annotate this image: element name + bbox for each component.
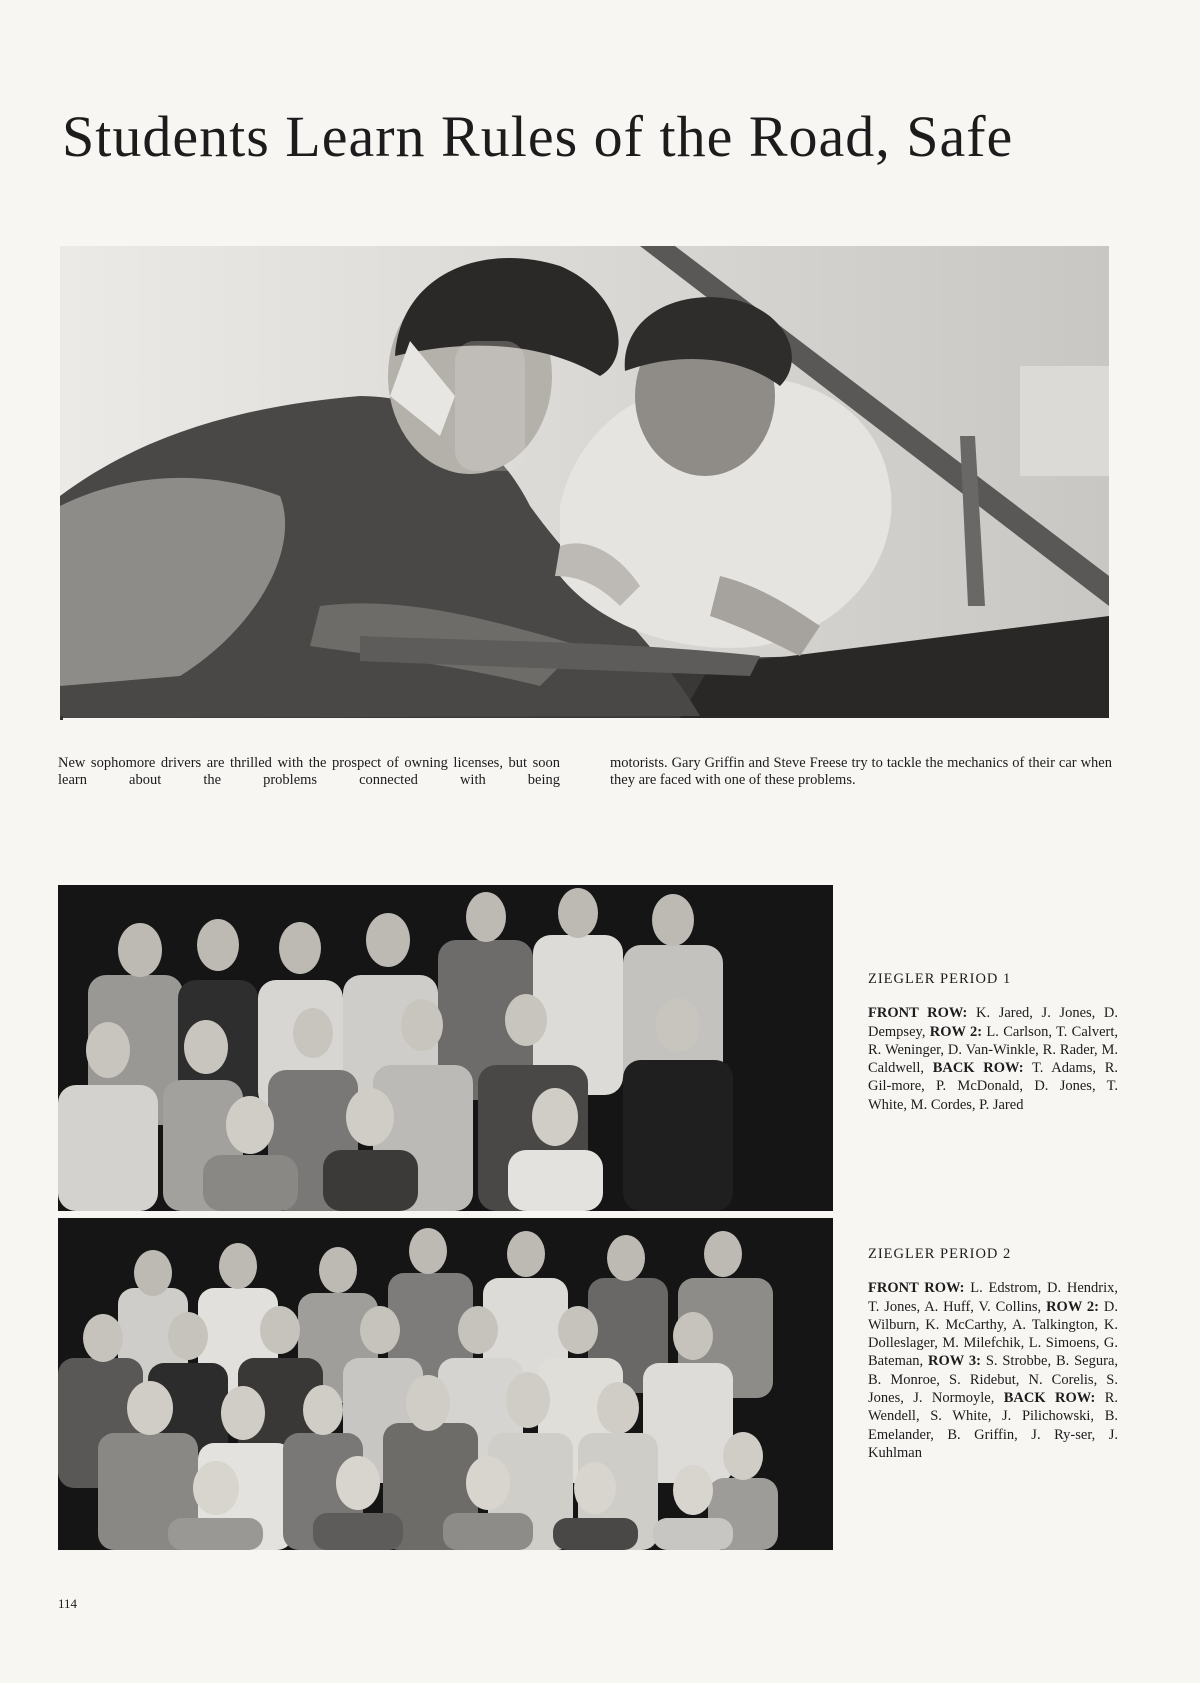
ziegler-period-1-class-photo [58, 885, 833, 1211]
ziegler-period-2-class-photo [58, 1218, 833, 1550]
row-label: ROW 2: [1046, 1298, 1100, 1315]
car-mechanics-photo [60, 246, 1109, 718]
roster-title: ZIEGLER PERIOD 1 [868, 971, 1012, 987]
row-label: FRONT ROW: [868, 1280, 965, 1297]
row-label: BACK ROW: [1003, 1390, 1096, 1407]
car-mechanics-photo-art [60, 246, 1109, 718]
row-label: BACK ROW: [932, 1060, 1024, 1077]
row-label: ROW 3: [928, 1353, 981, 1370]
photo-corner-mark [60, 716, 63, 720]
photo-caption-right: motorists. Gary Griffin and Steve Freese try to tackle the mechanics of their car when they are faced with one of these problems. [610, 754, 1112, 788]
ziegler-period-1-roster [868, 970, 1118, 1114]
row-label: ROW 2: [929, 1023, 983, 1040]
roster-title: ZIEGLER PERIOD 2 [868, 1246, 1012, 1262]
roster-names: FRONT ROW: L. Edstrom, D. Hendrix, T. Jones, A. Huff, V. Collins, ROW 2: D. Wilburn, K. McCarthy, A. Talkington, K. Dolleslager, M. Milefchik, L. Simoens, G. Bateman, ROW 3: S. Strobbe, B. Segura, B. Monroe, S. Ridebut, N. Corelis, S. Jones, J. Normoyle, BACK ROW: R. Wendell, S. White, J. Pilichowski, B. Emelander, B. Griffin, J. Ry-ser, J. Kuhlman [868, 1280, 1119, 1461]
ziegler-period-2-roster [868, 1245, 1118, 1462]
page-number: 114 [58, 1596, 78, 1611]
class-photo-1-art [58, 885, 833, 1211]
photo-caption-left: New sophomore drivers are thrilled with the prospect of owning licenses, but soon learn about the problems connected with being [58, 754, 560, 788]
row-label: FRONT ROW: [868, 1005, 968, 1022]
page-headline: Students Learn Rules of the Road, Safe [62, 104, 1014, 169]
roster-names: FRONT ROW: K. Jared, J. Jones, D. Dempsey, ROW 2: L. Carlson, T. Calvert, R. Weninger, D. Van-Winkle, R. Rader, M. Caldwell, BACK ROW: T. Adams, R. Gil-more, P. McDonald, D. Jones, T. White, M. Cordes, P. Jared [868, 1005, 1118, 1113]
class-photo-2-art [58, 1218, 833, 1550]
